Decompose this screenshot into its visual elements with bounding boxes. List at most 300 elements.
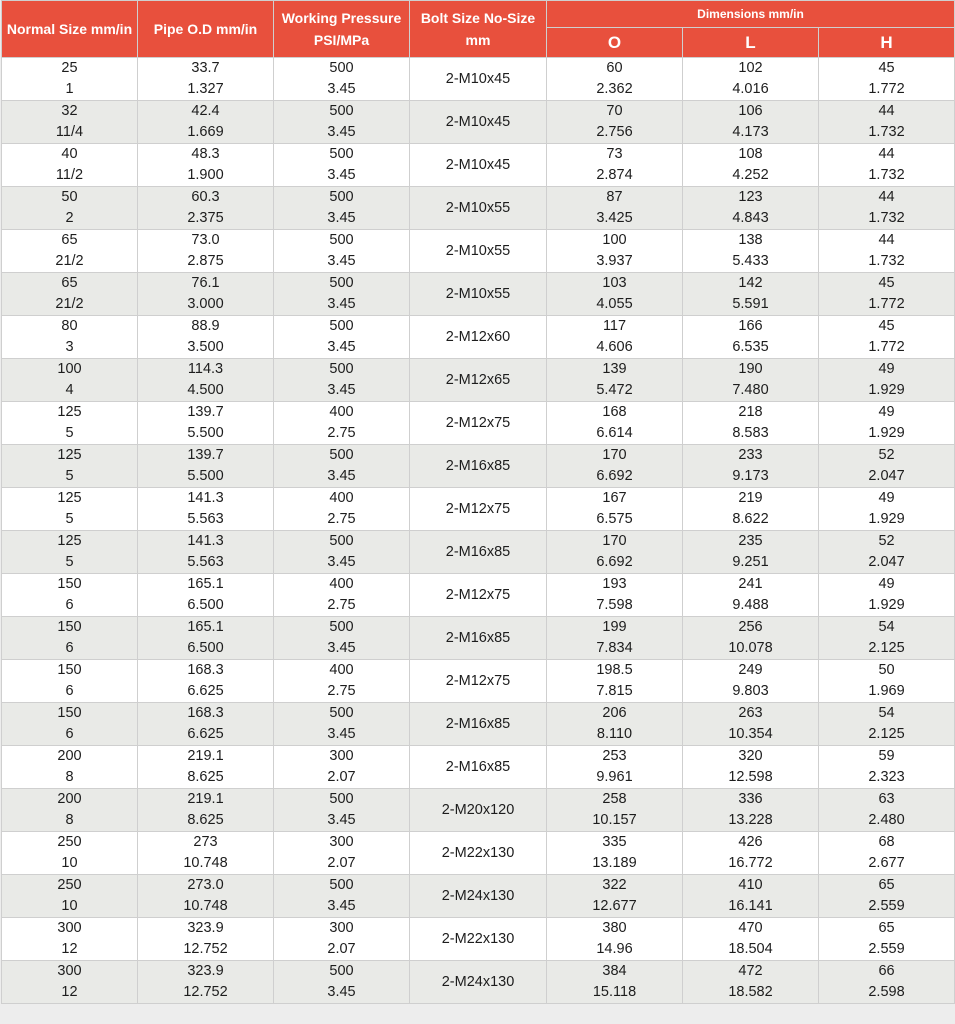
dim-o-cell: [547, 488, 683, 531]
dim-l-cell: [683, 918, 819, 961]
pipe-od-cell: [138, 230, 274, 273]
dim-o-cell-imperial: 7.834: [596, 640, 633, 656]
dim-l-cell: [683, 789, 819, 832]
pipe-od-cell: [138, 574, 274, 617]
dim-l-cell-metric: 166: [738, 318, 763, 334]
dim-h-cell: [819, 445, 955, 488]
dim-o-cell: [547, 230, 683, 273]
working-pressure-cell-metric: 500: [329, 619, 354, 635]
dim-o-cell-imperial: 15.118: [592, 984, 637, 1000]
dim-o-cell: [547, 746, 683, 789]
dim-l-cell-metric: 138: [738, 232, 763, 248]
pipe-od-cell: [138, 918, 274, 961]
header-dim-o: O: [547, 28, 683, 58]
working-pressure-cell: [274, 617, 410, 660]
working-pressure-cell-imperial: 3.45: [327, 554, 356, 570]
normal-size-cell: [2, 445, 138, 488]
dim-h-cell-metric: 44: [878, 232, 895, 248]
working-pressure-cell: [274, 359, 410, 402]
dim-l-cell-metric: 249: [738, 662, 763, 678]
pipe-od-cell-metric: 273: [193, 834, 218, 850]
normal-size-cell-imperial: 2: [65, 210, 74, 226]
pipe-od-cell: [138, 832, 274, 875]
pipe-od-cell-metric: 219.1: [187, 748, 224, 764]
working-pressure-cell-metric: 500: [329, 103, 354, 119]
pipe-od-cell-metric: 168.3: [187, 662, 224, 678]
dim-o-cell-imperial: 14.96: [596, 941, 633, 957]
header-dimensions: Dimensions mm/in: [547, 1, 955, 28]
header-bolt-size: Bolt Size No-Size mm: [410, 1, 547, 58]
normal-size-cell: [2, 402, 138, 445]
working-pressure-cell-metric: 500: [329, 963, 354, 979]
dim-h-cell: [819, 187, 955, 230]
dim-h-cell-imperial: 1.969: [868, 683, 905, 699]
dim-o-cell-imperial: 2.756: [596, 124, 633, 140]
dim-h-cell-metric: 52: [878, 447, 895, 463]
normal-size-cell-imperial: 5: [65, 468, 74, 484]
working-pressure-cell-imperial: 3.45: [327, 382, 356, 398]
dim-h-cell-metric: 45: [878, 318, 895, 334]
pipe-od-cell-imperial: 3.000: [187, 296, 224, 312]
dim-h-cell-metric: 49: [878, 361, 895, 377]
dim-l-cell-metric: 123: [738, 189, 763, 205]
dim-o-cell-imperial: 7.815: [596, 683, 633, 699]
pipe-od-cell-metric: 219.1: [187, 791, 224, 807]
dim-l-cell-imperial: 6.535: [732, 339, 769, 355]
working-pressure-cell-metric: 300: [329, 920, 354, 936]
pipe-od-cell-metric: 88.9: [191, 318, 220, 334]
dim-h-cell: [819, 961, 955, 1004]
table-row: [2, 789, 955, 832]
working-pressure-cell-metric: 500: [329, 447, 354, 463]
pipe-od-cell-metric: 33.7: [191, 60, 220, 76]
pipe-od-cell-imperial: 2.375: [187, 210, 224, 226]
dim-o-cell-metric: 139: [602, 361, 627, 377]
pipe-od-cell-metric: 139.7: [187, 404, 224, 420]
working-pressure-cell-imperial: 3.45: [327, 167, 356, 183]
pipe-od-cell-metric: 323.9: [187, 920, 224, 936]
normal-size-cell: [2, 531, 138, 574]
dim-h-cell: [819, 660, 955, 703]
normal-size-cell-imperial: 5: [65, 554, 74, 570]
dim-o-cell: [547, 918, 683, 961]
pipe-od-cell-metric: 168.3: [187, 705, 224, 721]
dim-h-cell: [819, 789, 955, 832]
dim-l-cell: [683, 617, 819, 660]
bolt-size-cell: 2-M12x75: [410, 402, 547, 445]
dim-o-cell: [547, 789, 683, 832]
dim-h-cell-imperial: 1.772: [868, 296, 905, 312]
bolt-size-cell: 2-M24x130: [410, 961, 547, 1004]
dim-h-cell-imperial: 1.732: [868, 210, 905, 226]
normal-size-cell-imperial: 11/4: [55, 124, 84, 140]
working-pressure-cell-imperial: 3.45: [327, 210, 356, 226]
bolt-size-cell: 2-M22x130: [410, 832, 547, 875]
table-row: [2, 961, 955, 1004]
normal-size-cell: [2, 58, 138, 101]
normal-size-cell: [2, 488, 138, 531]
normal-size-cell-metric: 300: [57, 963, 82, 979]
pipe-od-cell-metric: 141.3: [187, 490, 224, 506]
normal-size-cell: [2, 918, 138, 961]
normal-size-cell-metric: 50: [61, 189, 78, 205]
working-pressure-cell-imperial: 3.45: [327, 81, 356, 97]
dim-o-cell-metric: 253: [602, 748, 627, 764]
dim-l-cell: [683, 58, 819, 101]
dim-h-cell-metric: 49: [878, 404, 895, 420]
dim-o-cell: [547, 703, 683, 746]
dim-l-cell-metric: 241: [738, 576, 763, 592]
table-row: [2, 918, 955, 961]
normal-size-cell: [2, 703, 138, 746]
pipe-od-cell-imperial: 5.500: [187, 468, 224, 484]
working-pressure-cell-metric: 500: [329, 791, 354, 807]
pipe-od-cell-imperial: 4.500: [187, 382, 224, 398]
dim-l-cell-imperial: 18.582: [728, 984, 773, 1000]
dim-o-cell-metric: 170: [602, 533, 627, 549]
dim-l-cell: [683, 101, 819, 144]
pipe-od-cell: [138, 746, 274, 789]
dim-l-cell: [683, 746, 819, 789]
pipe-od-cell: [138, 703, 274, 746]
dim-h-cell-metric: 45: [878, 60, 895, 76]
normal-size-cell-metric: 125: [57, 533, 82, 549]
pipe-od-cell-metric: 165.1: [187, 576, 224, 592]
working-pressure-cell-metric: 500: [329, 275, 354, 291]
pipe-od-cell-metric: 323.9: [187, 963, 224, 979]
pipe-od-cell-metric: 73.0: [191, 232, 220, 248]
dim-l-cell-metric: 470: [738, 920, 763, 936]
pipe-od-cell-imperial: 6.625: [187, 683, 224, 699]
pipe-od-cell: [138, 101, 274, 144]
bolt-size-cell: 2-M16x85: [410, 703, 547, 746]
normal-size-cell: [2, 144, 138, 187]
header-dim-l: L: [683, 28, 819, 58]
working-pressure-cell: [274, 660, 410, 703]
normal-size-cell: [2, 660, 138, 703]
dim-l-cell-imperial: 10.354: [728, 726, 773, 742]
dim-h-cell: [819, 101, 955, 144]
dim-o-cell: [547, 359, 683, 402]
table-row: [2, 875, 955, 918]
table-row: [2, 660, 955, 703]
dim-l-cell-imperial: 4.843: [732, 210, 769, 226]
dim-l-cell-imperial: 4.016: [732, 81, 769, 97]
dim-h-cell: [819, 58, 955, 101]
bolt-size-cell: 2-M24x130: [410, 875, 547, 918]
normal-size-cell-metric: 125: [57, 447, 82, 463]
dim-o-cell: [547, 187, 683, 230]
pipe-od-cell: [138, 875, 274, 918]
pipe-od-cell-imperial: 12.752: [183, 941, 228, 957]
normal-size-cell: [2, 101, 138, 144]
dim-h-cell: [819, 574, 955, 617]
bolt-size-cell: 2-M10x45: [410, 101, 547, 144]
dim-h-cell-imperial: 1.929: [868, 597, 905, 613]
normal-size-cell-metric: 125: [57, 490, 82, 506]
dim-o-cell-imperial: 6.614: [596, 425, 633, 441]
dim-l-cell-imperial: 13.228: [728, 812, 773, 828]
dim-l-cell-metric: 108: [738, 146, 763, 162]
working-pressure-cell: [274, 531, 410, 574]
working-pressure-cell-imperial: 2.75: [327, 425, 356, 441]
dim-l-cell-imperial: 18.504: [728, 941, 773, 957]
dim-l-cell-imperial: 5.433: [732, 253, 769, 269]
table-row: [2, 58, 955, 101]
table-row: [2, 230, 955, 273]
dim-h-cell-imperial: 2.559: [868, 941, 905, 957]
dim-l-cell: [683, 445, 819, 488]
dim-l-cell-imperial: 4.173: [732, 124, 769, 140]
dim-l-cell: [683, 703, 819, 746]
working-pressure-cell: [274, 144, 410, 187]
normal-size-cell-metric: 32: [61, 103, 78, 119]
working-pressure-cell-imperial: 3.45: [327, 812, 356, 828]
pipe-od-cell-metric: 273.0: [187, 877, 224, 893]
working-pressure-cell-imperial: 3.45: [327, 640, 356, 656]
dim-o-cell: [547, 101, 683, 144]
table-row: [2, 359, 955, 402]
working-pressure-cell-metric: 500: [329, 361, 354, 377]
header-working-pressure: Working Pressure PSI/MPa: [274, 1, 410, 58]
dim-o-cell-imperial: 4.055: [596, 296, 633, 312]
dim-l-cell-imperial: 9.173: [732, 468, 769, 484]
dim-l-cell: [683, 531, 819, 574]
normal-size-cell-metric: 200: [57, 791, 82, 807]
normal-size-cell-metric: 250: [57, 877, 82, 893]
dim-h-cell: [819, 918, 955, 961]
dim-o-cell-metric: 322: [602, 877, 627, 893]
dim-o-cell-metric: 380: [602, 920, 627, 936]
working-pressure-cell-imperial: 3.45: [327, 984, 356, 1000]
dim-o-cell-metric: 70: [606, 103, 623, 119]
dim-h-cell-metric: 44: [878, 146, 895, 162]
working-pressure-cell-imperial: 3.45: [327, 296, 356, 312]
bolt-size-cell: 2-M12x75: [410, 488, 547, 531]
dim-h-cell-imperial: 1.772: [868, 81, 905, 97]
normal-size-cell-metric: 25: [61, 60, 78, 76]
table-row: [2, 832, 955, 875]
bolt-size-cell: 2-M10x55: [410, 187, 547, 230]
flange-dimensions-table: [1, 0, 955, 1004]
normal-size-cell-metric: 150: [57, 705, 82, 721]
dim-o-cell: [547, 875, 683, 918]
normal-size-cell-imperial: 6: [65, 726, 74, 742]
dim-l-cell-metric: 218: [738, 404, 763, 420]
working-pressure-cell: [274, 918, 410, 961]
normal-size-cell-imperial: 6: [65, 683, 74, 699]
working-pressure-cell-metric: 400: [329, 576, 354, 592]
table-row: [2, 531, 955, 574]
pipe-od-cell-metric: 42.4: [191, 103, 220, 119]
dim-l-cell: [683, 875, 819, 918]
dim-h-cell-metric: 65: [878, 920, 895, 936]
working-pressure-cell: [274, 961, 410, 1004]
pipe-od-cell: [138, 144, 274, 187]
bolt-size-cell: 2-M16x85: [410, 445, 547, 488]
working-pressure-cell-metric: 300: [329, 748, 354, 764]
dim-h-cell-metric: 68: [878, 834, 895, 850]
dim-o-cell-metric: 60: [606, 60, 623, 76]
normal-size-cell-metric: 150: [57, 662, 82, 678]
pipe-od-cell-metric: 48.3: [191, 146, 220, 162]
dim-l-cell: [683, 832, 819, 875]
dim-o-cell-imperial: 9.961: [596, 769, 633, 785]
normal-size-cell-imperial: 10: [61, 855, 78, 871]
table-row: [2, 101, 955, 144]
dim-h-cell-imperial: 2.125: [868, 640, 905, 656]
working-pressure-cell-metric: 500: [329, 146, 354, 162]
working-pressure-cell-imperial: 2.07: [327, 941, 356, 957]
bolt-size-cell: 2-M12x75: [410, 660, 547, 703]
normal-size-cell-imperial: 3: [65, 339, 74, 355]
dim-o-cell-metric: 198.5: [596, 662, 633, 678]
dim-l-cell: [683, 402, 819, 445]
dim-o-cell-metric: 193: [602, 576, 627, 592]
pipe-od-cell-imperial: 1.327: [187, 81, 224, 97]
dim-h-cell-imperial: 2.323: [868, 769, 905, 785]
dim-l-cell-imperial: 7.480: [732, 382, 769, 398]
normal-size-cell-imperial: 6: [65, 640, 74, 656]
table-body: [2, 58, 955, 1004]
working-pressure-cell: [274, 875, 410, 918]
working-pressure-cell: [274, 402, 410, 445]
normal-size-cell-imperial: 6: [65, 597, 74, 613]
dim-l-cell-imperial: 9.803: [732, 683, 769, 699]
working-pressure-cell: [274, 445, 410, 488]
pipe-od-cell-imperial: 10.748: [183, 898, 228, 914]
normal-size-cell-imperial: 5: [65, 511, 74, 527]
working-pressure-cell-imperial: 2.07: [327, 769, 356, 785]
table-row: [2, 617, 955, 660]
dim-l-cell-imperial: 16.141: [728, 898, 773, 914]
dim-l-cell-imperial: 9.488: [732, 597, 769, 613]
bolt-size-cell: 2-M10x45: [410, 144, 547, 187]
dim-h-cell-metric: 59: [878, 748, 895, 764]
dim-o-cell-metric: 199: [602, 619, 627, 635]
pipe-od-cell: [138, 316, 274, 359]
dim-h-cell-metric: 44: [878, 103, 895, 119]
bolt-size-cell: 2-M16x85: [410, 617, 547, 660]
normal-size-cell-metric: 200: [57, 748, 82, 764]
dim-l-cell: [683, 273, 819, 316]
dim-o-cell-imperial: 2.874: [596, 167, 633, 183]
dim-h-cell-imperial: 1.732: [868, 253, 905, 269]
normal-size-cell-imperial: 5: [65, 425, 74, 441]
pipe-od-cell-imperial: 3.500: [187, 339, 224, 355]
header-pipe-od: Pipe O.D mm/in: [138, 1, 274, 58]
dim-h-cell-metric: 66: [878, 963, 895, 979]
normal-size-cell-metric: 40: [61, 146, 78, 162]
dim-l-cell-metric: 336: [738, 791, 763, 807]
pipe-od-cell-imperial: 10.748: [183, 855, 228, 871]
working-pressure-cell-metric: 300: [329, 834, 354, 850]
working-pressure-cell-metric: 500: [329, 533, 354, 549]
bolt-size-cell: 2-M10x55: [410, 230, 547, 273]
normal-size-cell: [2, 359, 138, 402]
normal-size-cell: [2, 187, 138, 230]
dim-l-cell: [683, 359, 819, 402]
dim-l-cell: [683, 316, 819, 359]
working-pressure-cell: [274, 316, 410, 359]
dim-l-cell-metric: 263: [738, 705, 763, 721]
dim-o-cell: [547, 574, 683, 617]
table-row: [2, 488, 955, 531]
dim-h-cell: [819, 316, 955, 359]
dim-h-cell-imperial: 1.732: [868, 124, 905, 140]
dim-l-cell-metric: 320: [738, 748, 763, 764]
pipe-od-cell-metric: 139.7: [187, 447, 224, 463]
working-pressure-cell-imperial: 3.45: [327, 468, 356, 484]
dim-h-cell-imperial: 2.677: [868, 855, 905, 871]
dim-h-cell-metric: 54: [878, 619, 895, 635]
dim-h-cell-imperial: 2.125: [868, 726, 905, 742]
normal-size-cell-metric: 65: [61, 232, 78, 248]
table-row: [2, 574, 955, 617]
dim-h-cell-metric: 52: [878, 533, 895, 549]
working-pressure-cell: [274, 187, 410, 230]
dim-l-cell-metric: 219: [738, 490, 763, 506]
working-pressure-cell-imperial: 3.45: [327, 124, 356, 140]
dim-l-cell-metric: 102: [738, 60, 763, 76]
bolt-size-cell: 2-M20x120: [410, 789, 547, 832]
normal-size-cell-metric: 300: [57, 920, 82, 936]
pipe-od-cell: [138, 187, 274, 230]
table-row: [2, 187, 955, 230]
dim-l-cell: [683, 961, 819, 1004]
normal-size-cell: [2, 273, 138, 316]
dim-o-cell-imperial: 5.472: [596, 382, 633, 398]
dim-o-cell: [547, 316, 683, 359]
pipe-od-cell-imperial: 6.500: [187, 597, 224, 613]
dim-o-cell-imperial: 8.110: [596, 726, 633, 742]
dim-o-cell-imperial: 12.677: [592, 898, 637, 914]
dim-h-cell: [819, 402, 955, 445]
working-pressure-cell: [274, 703, 410, 746]
working-pressure-cell-imperial: 2.75: [327, 597, 356, 613]
pipe-od-cell: [138, 789, 274, 832]
dim-o-cell-imperial: 3.937: [596, 253, 633, 269]
dim-o-cell: [547, 144, 683, 187]
working-pressure-cell-imperial: 3.45: [327, 339, 356, 355]
normal-size-cell-imperial: 12: [61, 941, 78, 957]
dim-o-cell: [547, 961, 683, 1004]
bolt-size-cell: 2-M10x45: [410, 58, 547, 101]
dim-h-cell-imperial: 1.732: [868, 167, 905, 183]
dim-o-cell-metric: 170: [602, 447, 627, 463]
pipe-od-cell-imperial: 8.625: [187, 812, 224, 828]
dim-l-cell-imperial: 8.622: [732, 511, 769, 527]
dim-l-cell-metric: 410: [738, 877, 763, 893]
normal-size-cell-imperial: 1: [65, 81, 74, 97]
dim-l-cell-imperial: 16.772: [728, 855, 773, 871]
pipe-od-cell: [138, 273, 274, 316]
dim-h-cell: [819, 746, 955, 789]
bolt-size-cell: 2-M12x60: [410, 316, 547, 359]
dim-o-cell: [547, 660, 683, 703]
working-pressure-cell: [274, 58, 410, 101]
working-pressure-cell: [274, 273, 410, 316]
dim-o-cell-imperial: 10.157: [592, 812, 637, 828]
normal-size-cell-metric: 250: [57, 834, 82, 850]
pipe-od-cell: [138, 617, 274, 660]
pipe-od-cell-imperial: 6.625: [187, 726, 224, 742]
working-pressure-cell: [274, 832, 410, 875]
normal-size-cell-imperial: 4: [65, 382, 74, 398]
working-pressure-cell-metric: 400: [329, 490, 354, 506]
dim-h-cell-metric: 65: [878, 877, 895, 893]
pipe-od-cell-metric: 114.3: [187, 361, 224, 377]
